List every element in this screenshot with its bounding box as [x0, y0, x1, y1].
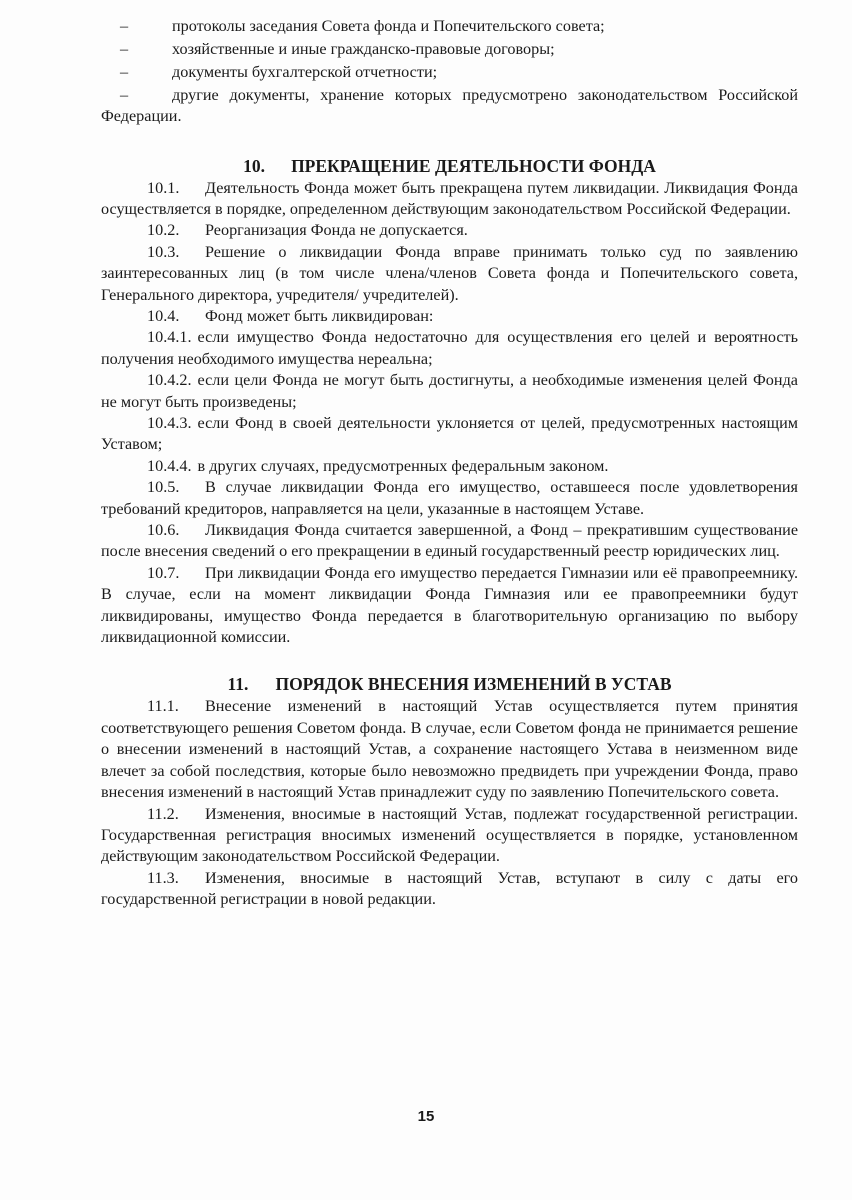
clause [101, 696, 798, 803]
clause-text: При ликвидации Фонда его имущество передается Гимназии или её правопреемнику. В случае, если на момент ликвидации Фонда Гимназия или ее правопреемники будут ликвидированы, имущество Фонда передается в благотворительную организацию по выбору ликвидационной комиссии. [101, 563, 798, 647]
clause [101, 563, 798, 649]
dash: – [120, 17, 129, 35]
clause-text: Реорганизация Фонда не допускается. [205, 221, 468, 240]
dash: – [120, 39, 129, 58]
clause-number: 10.4.1. [147, 328, 192, 347]
clause [101, 242, 798, 306]
bullet-text: документы бухгалтерской отчетности; [172, 62, 438, 81]
clause-text: Деятельность Фонда может быть прекращена путем ликвидации. Ликвидация Фонда осуществляется в порядке, определенном действующим законодательством Российской Федерации. [101, 178, 798, 218]
clause-text: Фонд может быть ликвидирован: [205, 306, 434, 325]
list-item [101, 16, 798, 37]
section-11-body [101, 696, 798, 910]
clause-text: Решение о ликвидации Фонда вправе принимать только суд по заявлению заинтересованных лиц (в том числе члена/членов Совета фонда и Попечительского совета, Генерального директора, учредителя/ учредителей). [101, 242, 798, 304]
clause-number: 10.4.3. [147, 414, 192, 432]
list-item [101, 39, 798, 60]
clause [101, 520, 798, 563]
dash: – [120, 62, 129, 81]
clause-text: Изменения, вносимые в настоящий Устав, подлежат государственной регистрации. Государственная регистрация вносимых изменений осуществляется в порядке, установленном действующим законодательством Российской Федерации. [101, 804, 798, 866]
section-11-heading [101, 672, 798, 696]
clause-text: Внесение изменений в настоящий Устав осуществляется путем принятия соответствующего решения Советом фонда. В случае, если Советом фонда не принимается решение о внесении изменений в настоящий Устав, а сохранение настоящего Устава в неизменном виде влечет за собой последствия, которые было невозможно предвидеть при учреждении Фонда, право внесения изменений в настоящий Устав принадлежит суду по заявлению Попечительского совета. [101, 697, 798, 802]
clause-text: Ликвидация Фонда считается завершенной, а Фонд – прекратившим существование после внесения сведений о его прекращении в единый государственный реестр юридических лиц. [101, 521, 798, 561]
clause-number: 10.4.4. [147, 456, 192, 475]
dash: – [120, 85, 129, 104]
bullet-text: другие документы, хранение которых предусмотрено законодательством Российской Федерации. [101, 85, 798, 126]
clause-number: 10.6. [147, 521, 180, 540]
clause-number: 10.4.2. [147, 371, 192, 390]
section-number: 11. [227, 674, 249, 695]
clause [101, 868, 798, 911]
clause-number: 11.1. [147, 697, 179, 716]
clause-number: 10.2. [147, 221, 180, 240]
clause-number: 10.4. [147, 306, 180, 325]
clause-number: 10.5. [147, 478, 180, 497]
clause-text: В случае ликвидации Фонда его имущество, оставшееся после удовлетворения требований кредиторов, направляется на цели, указанные в настоящем Уставе. [101, 478, 798, 518]
clause-number: 10.7. [147, 563, 180, 582]
clause [101, 456, 798, 477]
section-10-heading [101, 154, 798, 178]
clause [101, 804, 798, 868]
section-number: 10. [243, 155, 265, 176]
clause-number: 10.1. [147, 178, 180, 197]
clause-text: если цели Фонда не могут быть достигнуты, а необходимые изменения целей Фонда не могут быть произведены; [101, 371, 798, 411]
clause [101, 477, 798, 520]
clause [101, 370, 798, 413]
clause-text: если Фонд в своей деятельности уклоняется от целей, предусмотренных настоящим Уставом; [101, 414, 798, 454]
clause-text: в других случаях, предусмотренных федеральным законом. [197, 456, 609, 475]
clause [101, 178, 798, 221]
document-page [101, 16, 798, 911]
page-number: 15 [417, 1108, 435, 1125]
clause [101, 413, 798, 456]
clause [101, 220, 798, 241]
bullet-text: протоколы заседания Совета фонда и Попечительского совета; [172, 17, 605, 35]
clause-number: 11.3. [147, 868, 179, 887]
section-10-body [101, 178, 798, 649]
clause-text: если имущество Фонда недостаточно для осуществления его целей и вероятность получения необходимого имущества нереальна; [101, 328, 798, 368]
bullet-text: хозяйственные и иные гражданско-правовые договоры; [172, 39, 555, 58]
list-item [101, 85, 798, 128]
section-title: ПРЕКРАЩЕНИЕ ДЕЯТЕЛЬНОСТИ ФОНДА [291, 155, 656, 176]
clause-number: 11.2. [147, 804, 179, 823]
clause [101, 327, 798, 370]
clause [101, 306, 798, 327]
list-item [101, 62, 798, 83]
section-title: ПОРЯДОК ВНЕСЕНИЯ ИЗМЕНЕНИЙ В УСТАВ [275, 674, 672, 695]
clause-number: 10.3. [147, 242, 180, 261]
clause-text: Изменения, вносимые в настоящий Устав, вступают в силу с даты его государственной регистрации в новой редакции. [101, 868, 798, 909]
